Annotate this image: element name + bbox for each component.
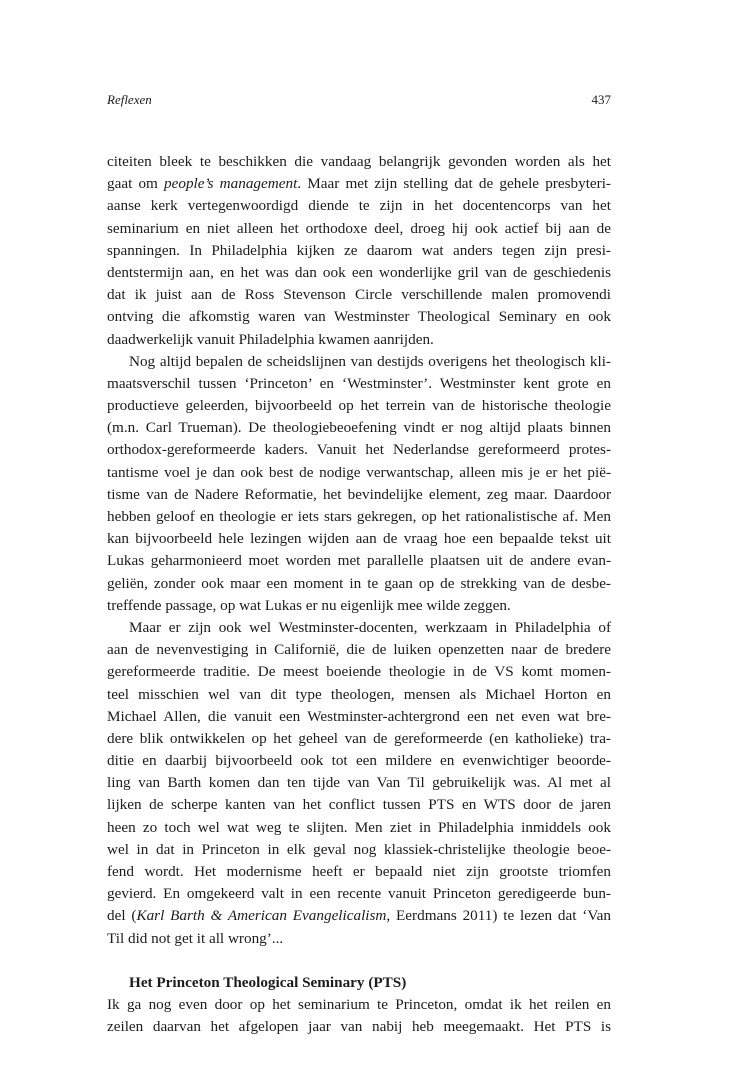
text-line: dat ik juist aan de Ross Stevenson Circle verschillende malen promovendi — [107, 286, 611, 304]
text-line: heen zo toch wel wat weg te slijten. Men ziet in Philadelphia inmiddels ook — [107, 818, 611, 836]
text-line: ditie en daarbij bijvoorbeeld ook tot een mildere en evenwichtiger beoorde- — [107, 752, 611, 770]
text-line: zeilen daarvan het afgelopen jaar van nabij heb meegemaakt. Het PTS is — [107, 1018, 611, 1036]
text-line: wel in dat in Princeton in elk geval nog klassiek-christelijke theologie beoe- — [107, 840, 611, 858]
section-title: Reflexen — [107, 92, 152, 107]
text-line: Ik ga nog even door op het seminarium te Princeton, omdat ik het reilen en — [107, 995, 611, 1013]
book-title: Karl Barth & American Evangelicalism — [136, 907, 387, 925]
text-line: Nog altijd bepalen de scheidslijnen van destijds overigens het theologisch kli- — [129, 352, 611, 370]
text-line: tantisme voel je dan ook best de nodige verwantschap, alleen mis je er het pië- — [107, 463, 611, 481]
text-line: seminarium en niet alleen het orthodoxe deel, droeg hij ook actief bij aan de — [107, 219, 611, 237]
text-line: maatsverschil tussen ‘Princeton’ en ‘Westminster’. Westminster kent grote en — [107, 374, 611, 392]
text-line: ling van Barth komen dan ten tijde van Van Til gebruikelijk was. Al met al — [107, 774, 611, 792]
text-line: aanse kerk vertegenwoordigd diende te zijn in het docentencorps van het — [107, 197, 611, 215]
text-line: lijken de scherpe kanten van het conflict tussen PTS en WTS door de jaren — [107, 796, 611, 814]
paragraph — [107, 351, 611, 617]
text-line: daadwerkelijk vanuit Philadelphia kwamen aanrijden. — [107, 330, 434, 348]
text-line: ontving die afkomstig waren van Westminster Theological Seminary en ook — [107, 308, 611, 326]
text-line: kan bijvoorbeeld hele lezingen wijden aan de vraag hoe een bepaalde tekst uit — [107, 530, 611, 548]
paragraph — [107, 151, 611, 351]
text-line: orthodox-gereformeerde kaders. Vanuit het Nederlandse gereformeerd protes- — [107, 441, 611, 459]
text-line: gaat om people’s management. Maar met zijn stelling dat de gehele presbyteri- — [107, 175, 611, 193]
text-line: Maar er zijn ook wel Westminster-docenten, werkzaam in Philadelphia of — [129, 618, 611, 636]
text-line: citeiten bleek te beschikken die vandaag belangrijk gevonden worden als het — [107, 153, 611, 170]
text-line: Lukas geharmonieerd moet worden met parallelle plaatsen uit de andere evan- — [107, 552, 611, 570]
text-line: fend wordt. Het modernisme heeft er bepaald niet zijn grootste triomfen — [107, 863, 611, 880]
text-line: aan de nevenvestiging in Californië, die de luiken openzetten naar de bredere — [107, 641, 611, 659]
text-line: del (Karl Barth & American Evangelicalism, Eerdmans 2011) te lezen dat ‘Van — [107, 907, 611, 925]
text-line: spanningen. In Philadelphia kijken ze daarom wat anders tegen zijn presi- — [107, 241, 611, 259]
text-line: dere blik ontwikkelen op het geheel van de gereformeerde (en katholieke) tra- — [107, 729, 611, 747]
paragraph — [107, 994, 611, 1038]
text-line: (m.n. Carl Trueman). De theologiebeoefening vindt er nog altijd plaats binnen — [107, 419, 611, 437]
text-line: Til did not get it all wrong’... — [107, 929, 284, 947]
text-line: teel misschien wel van dit type theologen, mensen als Michael Horton en — [107, 685, 611, 703]
page-number: 437 — [591, 92, 611, 107]
text-line: Michael Allen, die vanuit een Westminster-achtergrond een net even wat bre- — [107, 707, 611, 725]
section-heading: Het Princeton Theological Seminary (PTS) — [129, 973, 407, 991]
text-line: treffende passage, op wat Lukas er nu eigenlijk mee wilde zeggen. — [107, 596, 511, 614]
body-text — [107, 151, 611, 1038]
text-line: productieve geleerden, bijvoorbeeld op het terrein van de historische theologie — [107, 397, 611, 415]
running-header — [107, 92, 611, 110]
emphasis: people’s management — [164, 175, 298, 193]
text-line: gereformeerde traditie. De meest boeiende theologie in de VS komt momen- — [107, 663, 611, 681]
text-line: geliën, zonder ook maar een moment in te gaan op de strekking van de desbe- — [107, 574, 611, 592]
text-line: gevierd. En omgekeerd valt in een recente vanuit Princeton geredigeerde bun- — [107, 885, 611, 903]
paragraph — [107, 617, 611, 950]
text-line: hebben geloof en theologie er iets stars gekregen, op het rationalistische af. Men — [107, 508, 611, 525]
text-line: tisme van de Nadere Reformatie, het bevindelijke element, zeg maar. Daardoor — [107, 485, 611, 503]
text-line: dentstermijn aan, en het was dan ook een wonderlijke gril van de geschiedenis — [107, 263, 611, 281]
